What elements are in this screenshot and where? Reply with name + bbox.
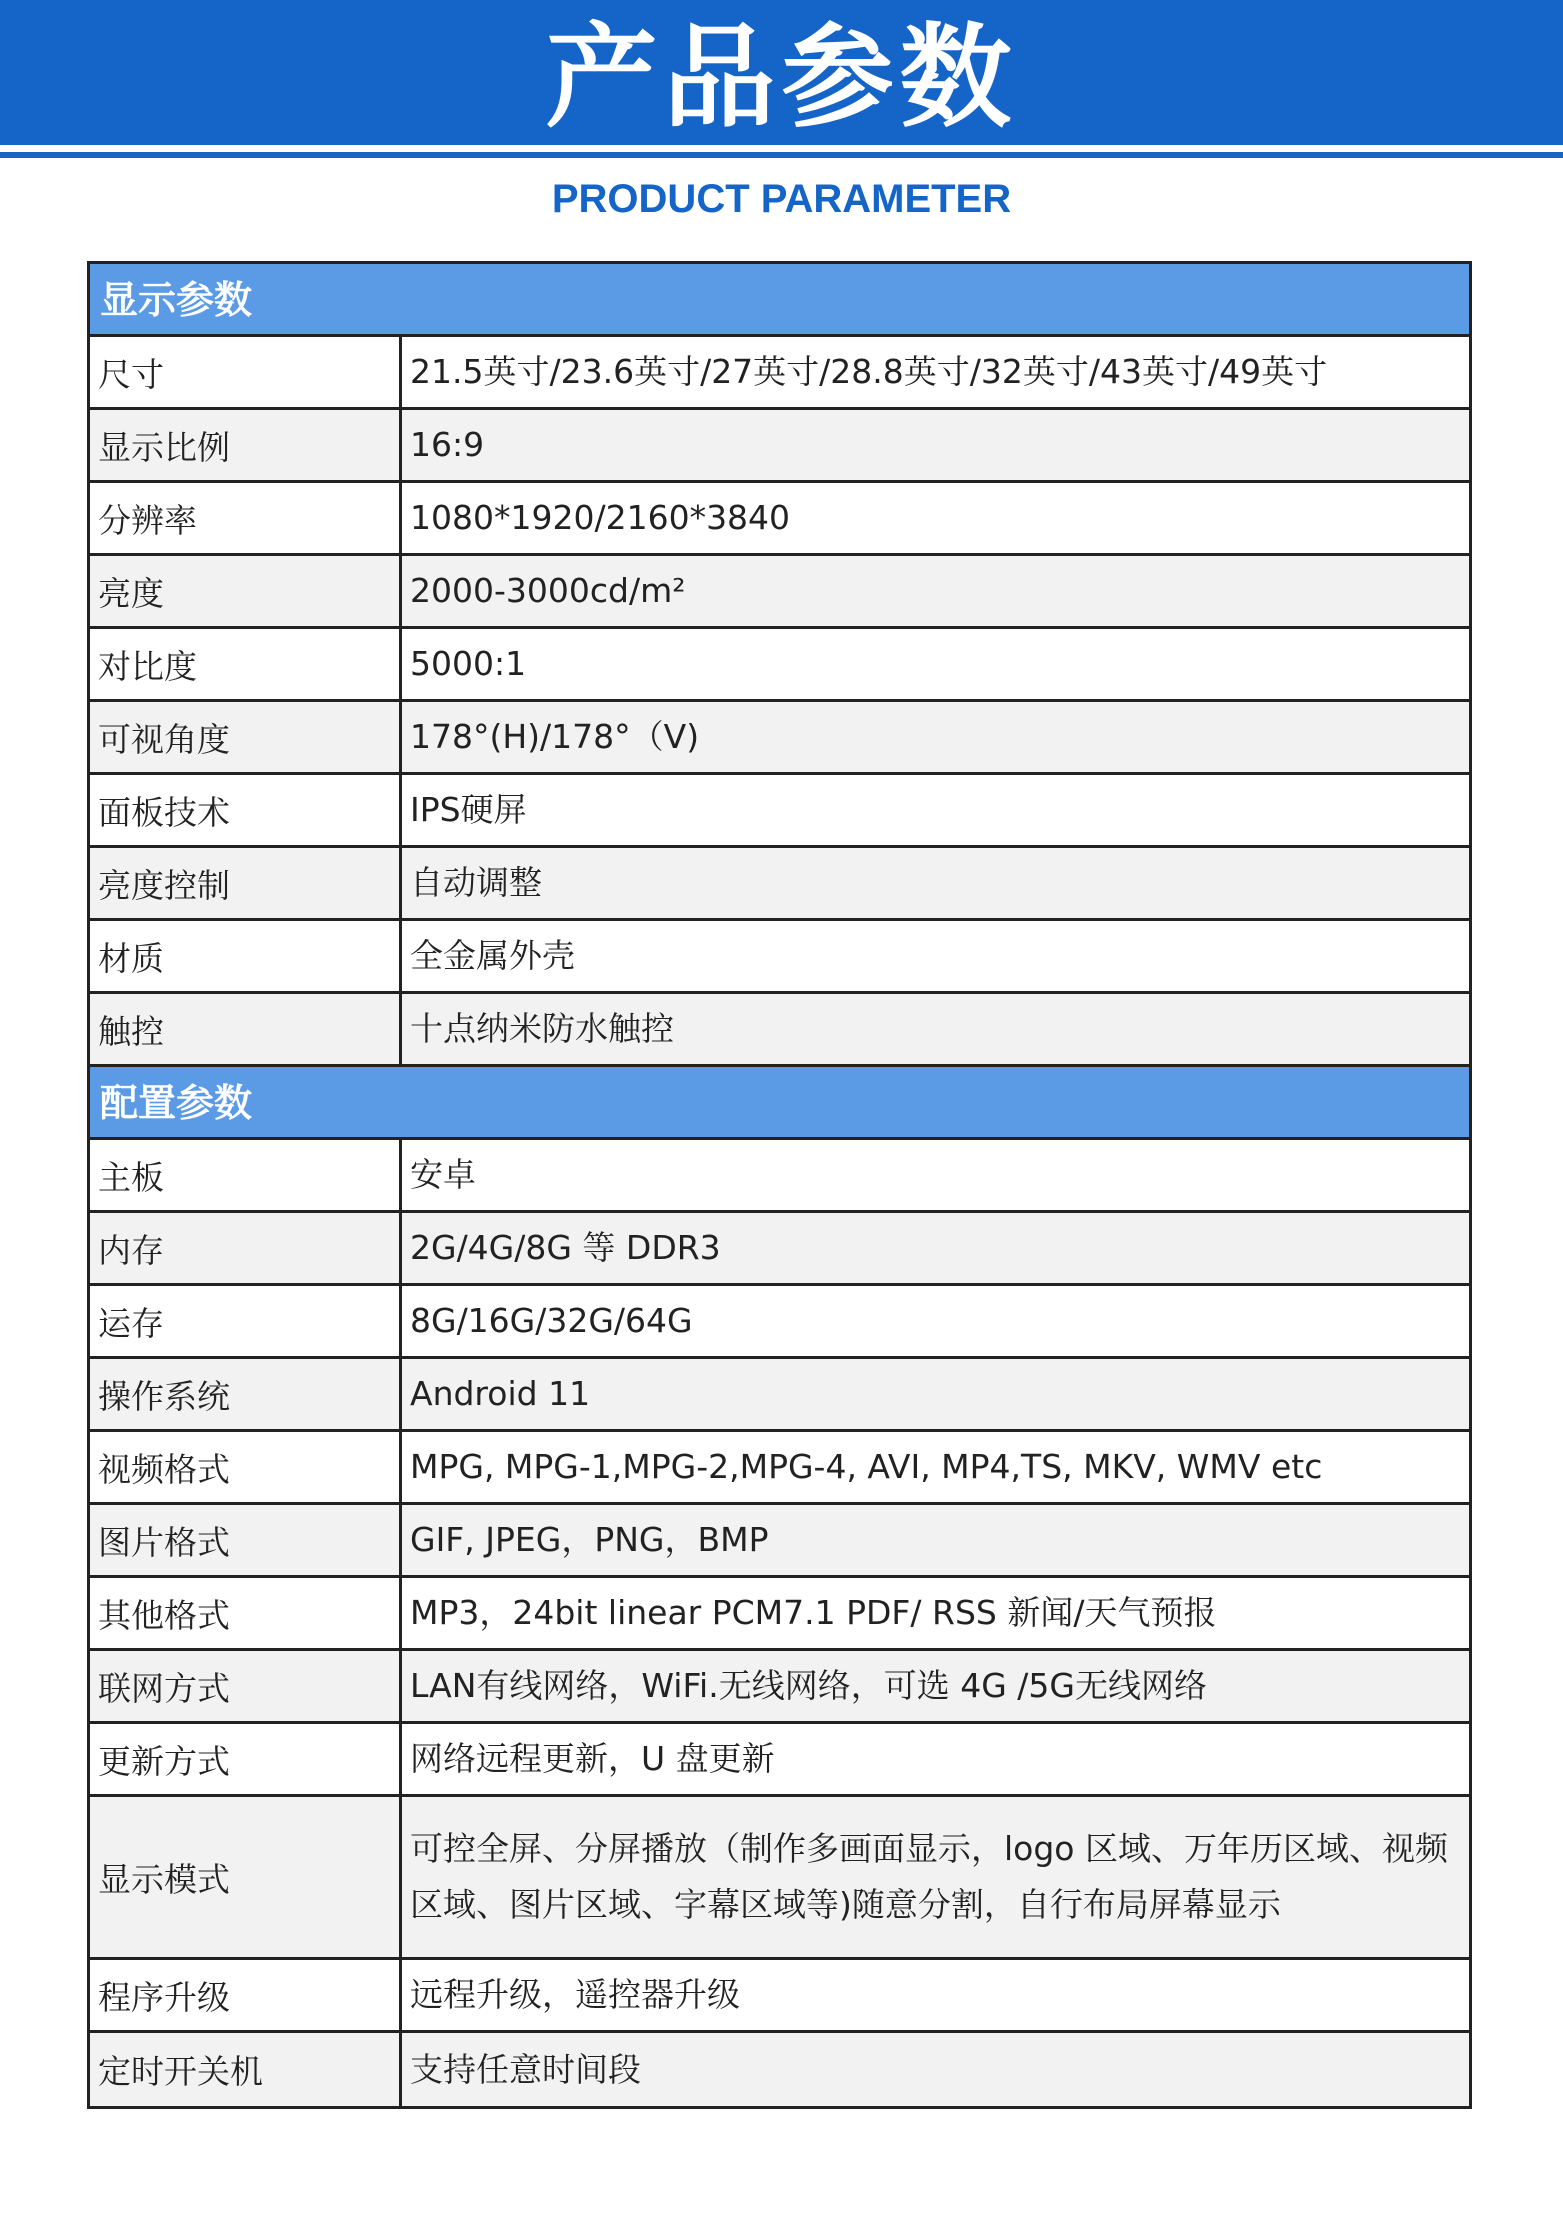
page-title: 产品参数 — [545, 13, 1018, 143]
row-label: 视频格式 — [90, 1432, 402, 1502]
row-value: 网络远程更新，U 盘更新 — [410, 1739, 775, 1778]
table-row — [90, 629, 1469, 702]
row-label: 材质 — [90, 921, 402, 991]
row-value: 21.5英寸/23.6英寸/27英寸/28.8英寸/32英寸/43英寸/49英寸 — [410, 352, 1328, 391]
row-value: 2000-3000cd/m² — [410, 571, 686, 610]
table-row — [90, 337, 1469, 410]
table-row — [90, 1578, 1469, 1651]
row-label: 其他格式 — [90, 1578, 402, 1648]
row-value: 支持任意时间段 — [410, 2049, 641, 2089]
table-row — [90, 775, 1469, 848]
row-value: 远程升级，遥控器升级 — [410, 1975, 740, 2014]
table-row — [90, 994, 1469, 1067]
row-label: 显示比例 — [90, 410, 402, 480]
row-label: 运存 — [90, 1286, 402, 1356]
row-label: 图片格式 — [90, 1505, 402, 1575]
row-label: 定时开关机 — [90, 2033, 402, 2106]
table-row — [90, 921, 1469, 994]
table-row — [90, 702, 1469, 775]
row-value: MPG, MPG-1,MPG-2,MPG-4, AVI, MP4,TS, MKV, WMV etc — [410, 1447, 1323, 1486]
row-label: 操作系统 — [90, 1359, 402, 1429]
row-value: 十点纳米防水触控 — [410, 1009, 674, 1048]
row-value: 自动调整 — [410, 863, 542, 902]
row-label: 更新方式 — [90, 1724, 402, 1794]
row-value: 5000:1 — [410, 644, 527, 683]
table-row — [90, 1505, 1469, 1578]
row-value: IPS硬屏 — [410, 790, 527, 829]
table-row — [90, 1724, 1469, 1797]
row-value: 8G/16G/32G/64G — [410, 1301, 693, 1340]
row-label: 面板技术 — [90, 775, 402, 845]
row-label: 联网方式 — [90, 1651, 402, 1721]
row-value: 178°(H)/178°（V) — [410, 717, 700, 756]
row-value: GIF, JPEG，PNG，BMP — [410, 1520, 769, 1559]
banner-divider — [0, 152, 1563, 158]
table-row — [90, 410, 1469, 483]
row-value: 可控全屏、分屏播放（制作多画面显示，logo 区域、万年历区域、视频区域、图片区域、字幕区域等)随意分割，自行布局屏幕显示 — [410, 1829, 1448, 1924]
table-row — [90, 1797, 1469, 1960]
row-label: 程序升级 — [90, 1960, 402, 2030]
row-label: 显示模式 — [90, 1797, 402, 1957]
table-row — [90, 1432, 1469, 1505]
table-row — [90, 1960, 1469, 2033]
table-row — [90, 1213, 1469, 1286]
row-value: Android 11 — [410, 1374, 591, 1413]
row-label: 对比度 — [90, 629, 402, 699]
table-row — [90, 2033, 1469, 2106]
row-label: 触控 — [90, 994, 402, 1064]
table-row — [90, 1286, 1469, 1359]
row-label: 亮度控制 — [90, 848, 402, 918]
row-value: 2G/4G/8G 等 DDR3 — [410, 1228, 721, 1267]
row-label: 可视角度 — [90, 702, 402, 772]
row-value: 1080*1920/2160*3840 — [410, 498, 791, 537]
table-row — [90, 556, 1469, 629]
table-row — [90, 848, 1469, 921]
row-value: LAN有线网络，WiFi.无线网络，可选 4G /5G无线网络 — [410, 1666, 1207, 1705]
row-label: 主板 — [90, 1140, 402, 1210]
row-value: 全金属外壳 — [410, 936, 575, 975]
table-row — [90, 1140, 1469, 1213]
section-header: 配置参数 — [90, 1067, 1469, 1140]
row-label: 亮度 — [90, 556, 402, 626]
spec-table — [87, 261, 1472, 2109]
page-subtitle: PRODUCT PARAMETER — [551, 177, 1012, 221]
row-value: 安卓 — [410, 1155, 476, 1194]
table-row — [90, 483, 1469, 556]
row-label: 分辨率 — [90, 483, 402, 553]
table-row — [90, 1359, 1469, 1432]
row-label: 尺寸 — [90, 337, 402, 407]
table-row — [90, 1651, 1469, 1724]
row-label: 内存 — [90, 1213, 402, 1283]
row-value: MP3，24bit linear PCM7.1 PDF/ RSS 新闻/天气预报 — [410, 1593, 1217, 1632]
section-header: 显示参数 — [90, 264, 1469, 337]
row-value: 16:9 — [410, 425, 485, 464]
